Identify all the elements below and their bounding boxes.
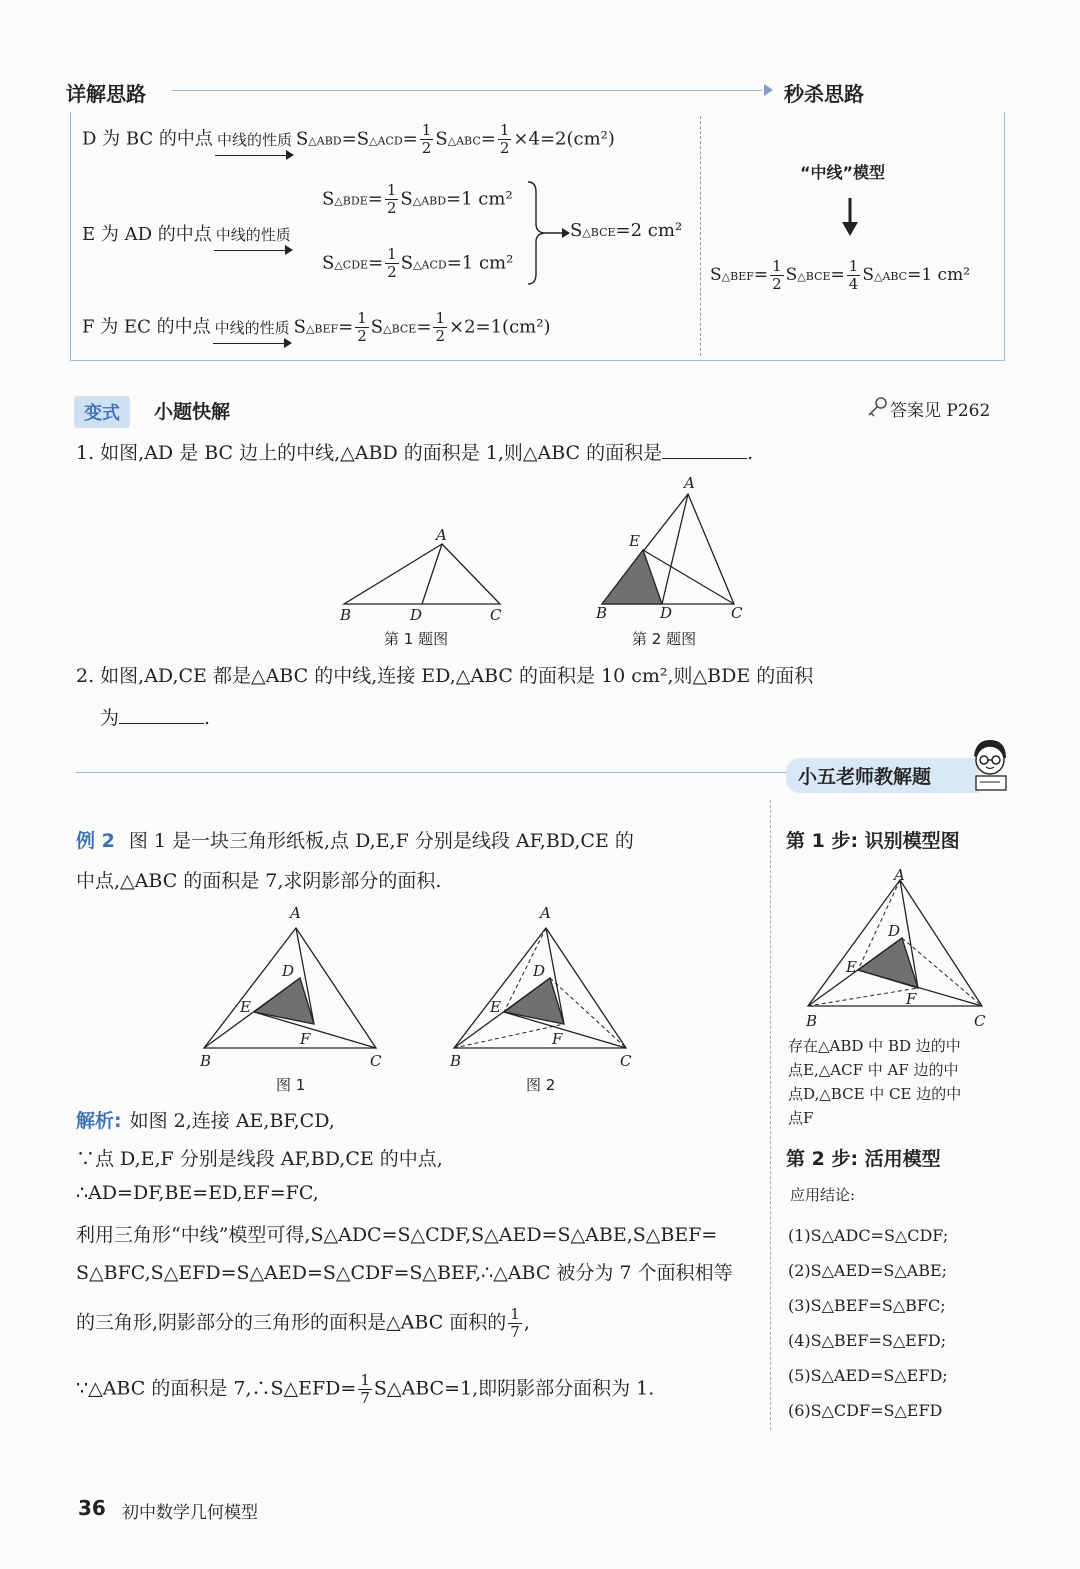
solution-line-5: S△BFC,S△EFD=S△AED=S△CDF=S△BEF,∴△ABC 被分为 7 个面积相等: [76, 1262, 733, 1284]
eq: =: [402, 128, 418, 150]
sub-acd: △ACD: [413, 258, 447, 272]
figB-label-c: C: [620, 1052, 632, 1070]
side-desc-line: 点F: [788, 1109, 814, 1127]
detail-line-2-top: S△BDE= $\frac{1}{2}$ S△ABD=1 cm²: [322, 181, 513, 217]
sub-cde: △CDE: [334, 258, 369, 272]
figB-caption: 图 2: [526, 1076, 556, 1094]
teacher-title: 小五老师教解题: [786, 758, 979, 793]
solution-line-2: ∵点 D,E,F 分别是线段 AF,BD,CE 的中点,: [76, 1148, 443, 1170]
fig2-label-e: E: [629, 532, 640, 550]
figA-label-a: A: [290, 904, 301, 922]
detail-line-3: F 为 EC 的中点 中线的性质 S△BEF= $\frac{1}{2}$ S△BCE= $\frac{1}{2}$ ×2=1(cm²): [82, 309, 551, 345]
solution-label: 解析:: [76, 1110, 122, 1132]
line1-tail: ×4=2(cm²): [513, 128, 615, 150]
solution-text-1: 如图 2,连接 AE,BF,CD,: [129, 1110, 335, 1132]
answer-ref: 答案见 P262: [890, 401, 991, 421]
side-apply: 应用结论:: [790, 1186, 856, 1204]
detail-line-2-bottom: S△CDE= $\frac{1}{2}$ S△ACD=1 cm²: [322, 245, 514, 281]
line3-arrow: 中线的性质: [213, 317, 292, 346]
question-2-line2: [100, 703, 210, 730]
fraction-half: $\frac{1}{2}$: [357, 309, 367, 345]
figA-label-b: B: [200, 1052, 212, 1070]
example-line-1: [76, 826, 634, 853]
conclusion-item: (3)S△BEF=S△BFC;: [788, 1296, 946, 1315]
variant-tag: 变式: [74, 396, 130, 428]
detail-title: 详解思路: [66, 82, 146, 106]
sub-abc: △ABC: [873, 270, 908, 283]
side-description: [788, 1034, 1008, 1130]
solution-text-7a: ∵△ABC 的面积是 7,∴S△EFD=: [76, 1377, 357, 1400]
figure-example-1: [196, 920, 396, 1060]
fraction-half: $\frac{1}{2}$: [772, 257, 782, 293]
book-title: 初中数学几何模型: [122, 1503, 258, 1523]
fig2-label-d: D: [660, 604, 673, 622]
sub-bce: △BCE: [797, 270, 831, 283]
fig2-label-a: A: [684, 474, 695, 492]
solution-line-4: 利用三角形“中线”模型可得,S△ADC=S△CDF,S△AED=S△ABE,S△BEF=: [76, 1224, 718, 1246]
figB-label-d: D: [533, 962, 546, 980]
sub-acd: △ACD: [369, 134, 403, 148]
conclusion-item: (6)S△CDF=S△EFD: [788, 1401, 943, 1420]
side-desc-line: 存在△ABD 中 BD 边的中: [788, 1037, 961, 1055]
quick-title: 秒杀思路: [784, 82, 864, 106]
fig1-label-d: D: [410, 606, 423, 624]
section-divider: [76, 772, 786, 773]
sub-bef: △BEF: [305, 322, 339, 336]
fig1-label-a: A: [436, 526, 447, 544]
conclusion-item: (1)S△ADC=S△CDF;: [788, 1226, 949, 1245]
line2-arrow: 中线的性质: [214, 224, 293, 253]
page-number: 36: [78, 1496, 106, 1520]
solution-text-7b: S△ABC=1,即阴影部分面积为 1.: [373, 1377, 655, 1400]
figB-label-e: E: [490, 998, 501, 1016]
q1-text: 1. 如图,AD 是 BC 边上的中线,△ABD 的面积是 1,则△ABC 的面积是: [76, 442, 663, 464]
figure-side: [800, 872, 1000, 1018]
sub-bde: △BDE: [334, 194, 368, 208]
fraction-quarter: $\frac{1}{4}$: [848, 257, 859, 293]
conclusion-item: (5)S△AED=S△EFD;: [788, 1366, 948, 1385]
answer-blank: [662, 458, 747, 459]
example-line-2: 中点,△ABC 的面积是 7,求阴影部分的面积.: [76, 870, 442, 892]
side-conclusions: [788, 1218, 948, 1428]
solution-line-7: [76, 1372, 654, 1407]
figB-label-f: F: [552, 1030, 563, 1048]
down-arrow-icon: [840, 196, 860, 238]
solution-line-6: [76, 1306, 530, 1341]
quick-formula: S△BEF= $\frac{1}{2}$ S△BCE= $\frac{1}{4}$ S△ABC=1 cm²: [710, 257, 971, 293]
figA-label-f: F: [300, 1030, 311, 1048]
top-tail: =1 cm²: [446, 188, 513, 210]
variant-title: 小题快解: [154, 401, 231, 423]
sub-bce: △BCE: [383, 322, 417, 336]
fraction-half: $\frac{1}{2}$: [499, 121, 510, 157]
side-column-divider: [770, 800, 771, 1430]
figB-label-b: B: [450, 1052, 462, 1070]
figA-caption: 图 1: [276, 1076, 306, 1094]
q1-end: .: [747, 442, 754, 464]
figC-label-b: B: [806, 1012, 818, 1030]
quick-tail: =1 cm²: [907, 265, 971, 285]
sub-abd: △ABD: [308, 134, 342, 148]
quick-model: “中线”模型: [800, 163, 886, 182]
figure-example-2: [446, 920, 646, 1060]
fig2-label-c: C: [731, 604, 743, 622]
fraction-seventh: $\frac{1}{7}$: [360, 1371, 370, 1407]
fig1-label-c: C: [490, 606, 502, 624]
figA-label-e: E: [240, 998, 251, 1016]
detail-line-2-prefix: [82, 220, 295, 253]
side-step-1: 第 1 步: 识别模型图: [786, 830, 960, 852]
answer-blank: [119, 723, 204, 724]
example-text-1: 图 1 是一块三角形纸板,点 D,E,F 分别是线段 AF,BD,CE 的: [128, 830, 634, 852]
question-1: [76, 438, 753, 465]
solution-text-6-end: ,: [523, 1311, 530, 1334]
solution-text-6: 的三角形,阴影部分的三角形的面积是△ABC 面积的: [76, 1311, 507, 1334]
detail-line-1: D 为 BC 的中点 中线的性质 S△ABD=S△ACD= $\frac{1}{2}$ S△ABC= $\frac{1}{2}$ ×4=2(cm²): [82, 121, 615, 157]
figC-label-a: A: [894, 866, 905, 884]
s-symbol: S: [295, 128, 309, 150]
teacher-avatar-icon: [966, 736, 1012, 794]
line1-prefix: D 为 BC 的中点: [82, 128, 213, 150]
side-desc-line: 点D,△BCE 中 CE 边的中: [788, 1085, 962, 1103]
line3-tail: ×2=1(cm²): [448, 316, 551, 338]
fraction-seventh: $\frac{1}{7}$: [510, 1305, 520, 1341]
fig2-label-b: B: [596, 604, 608, 622]
bottom-tail: =1 cm²: [446, 252, 514, 274]
fraction-half: $\frac{1}{2}$: [421, 121, 432, 157]
header-arrow-icon: [764, 84, 773, 96]
figA-label-d: D: [282, 962, 295, 980]
key-icon: [866, 396, 888, 418]
header-divider: [172, 90, 762, 91]
conclusion-item: (4)S△BEF=S△EFD;: [788, 1331, 947, 1350]
fig1-label-b: B: [340, 606, 352, 624]
detail-line-2-result: S△BCE=2 cm²: [570, 220, 683, 241]
eq: =S: [341, 128, 370, 150]
fig2-caption: 第 2 题图: [632, 630, 697, 648]
line1-arrow: 中线的性质: [215, 129, 294, 158]
figC-label-e: E: [846, 958, 857, 976]
figA-label-c: C: [370, 1052, 382, 1070]
solution-line-3: ∴AD=DF,BE=ED,EF=FC,: [76, 1182, 319, 1204]
sub-bef: △BEF: [721, 270, 754, 283]
figC-label-c: C: [974, 1012, 986, 1030]
line3-prefix: F 为 EC 的中点: [82, 316, 211, 338]
figC-label-d: D: [888, 922, 901, 940]
brace-arrow: [524, 178, 570, 288]
figC-label-f: F: [906, 990, 917, 1008]
sub-abc: △ABC: [447, 134, 481, 148]
box-separator: [700, 116, 701, 356]
side-desc-line: 点E,△ACF 中 AF 边的中: [788, 1061, 959, 1079]
sub-bce: △BCE: [582, 226, 616, 239]
fraction-half: $\frac{1}{2}$: [387, 245, 397, 281]
example-label: 例 2: [76, 830, 115, 852]
q2-end: .: [204, 707, 211, 729]
fraction-half: $\frac{1}{2}$: [435, 309, 445, 345]
figB-label-a: A: [540, 904, 551, 922]
conclusion-item: (2)S△AED=S△ABE;: [788, 1261, 948, 1280]
sub-abd: △ABD: [412, 194, 447, 208]
solution-line-1: [76, 1106, 335, 1133]
line2-prefix: E 为 AD 的中点: [82, 224, 212, 245]
q2-prefix: 为: [100, 707, 120, 729]
side-step-2: 第 2 步: 活用模型: [786, 1148, 941, 1170]
question-2-line1: 2. 如图,AD,CE 都是△ABC 的中线,连接 ED,△ABC 的面积是 10 cm²,则△BDE 的面积: [76, 665, 814, 687]
figure-q2: [590, 480, 750, 610]
fraction-half: $\frac{1}{2}$: [386, 181, 397, 217]
fig1-caption: 第 1 题图: [384, 630, 449, 648]
result-tail: =2 cm²: [615, 220, 683, 241]
